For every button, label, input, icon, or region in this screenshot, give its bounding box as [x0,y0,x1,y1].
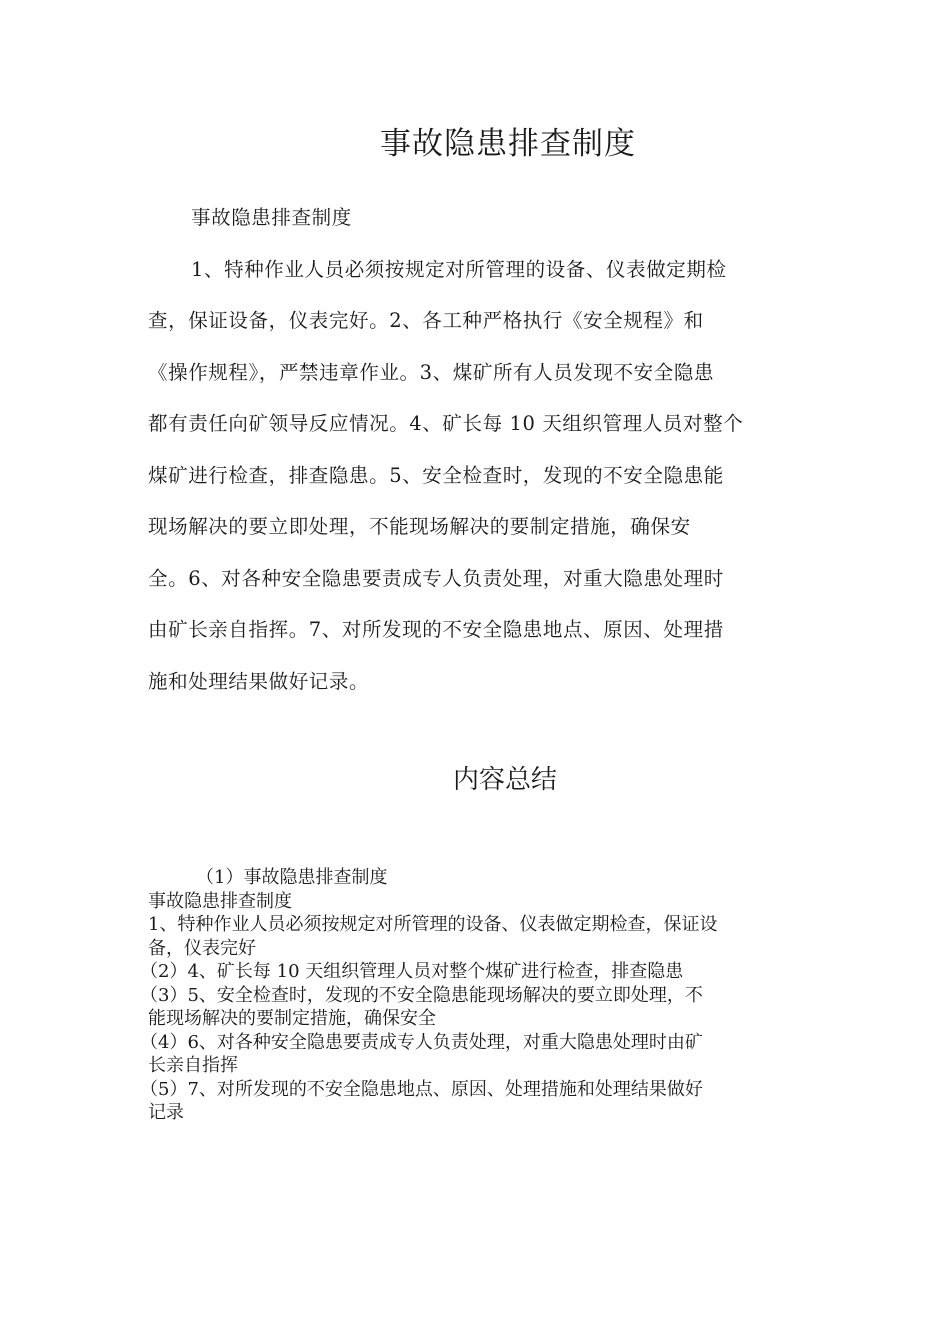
summary-line: 备，仪表完好 [148,937,256,959]
summary-line: 1、特种作业人员必须按规定对所管理的设备、仪表做定期检查，保证设 [148,914,718,935]
body-line: 施和处理结果做好记录。 [148,669,370,693]
document-title: 事故隐患排查制度 [380,126,636,162]
summary-title: 内容总结 [452,765,557,795]
body-line: 都有责任向矿领导反应情况。4、矿长每 10 天组织管理人员对整个 [148,412,744,435]
body-line: 全。6、对各种安全隐患要责成专人负责处理，对重大隐患处理时 [148,566,724,590]
body-line: 煤矿进行检查，排查隐患。5、安全检查时，发现的不安全隐患能 [148,463,724,487]
summary-line: 记录 [148,1102,184,1123]
summary-line: （3）5、安全检查时，发现的不安全隐患能现场解决的要立即处理，不 [140,984,703,1006]
summary-line: （4）6、对各种安全隐患要责成专人负责处理，对重大隐患处理时由矿 [140,1031,703,1053]
summary-line: 事故隐患排查制度 [148,890,292,912]
body-line: 由矿长亲自指挥。7、对所发现的不安全隐患地点、原因、处理措 [148,618,724,641]
body-line: 查，保证设备，仪表完好。2、各工种严格执行《安全规程》和 [148,309,704,332]
body-line: 《操作规程》，严禁违章作业。3、煤矿所有人员发现不安全隐患 [148,360,715,384]
summary-line: （2）4、矿长每 10 天组织管理人员对整个煤矿进行检查，排查隐患 [140,961,684,982]
body-line: 1、特种作业人员必须按规定对所管理的设备、仪表做定期检 [191,257,727,281]
document-body [148,192,798,707]
document-subheading: 事故隐患排查制度 [191,206,352,229]
body-line: 现场解决的要立即处理，不能现场解决的要制定措施，确保安 [148,515,691,538]
summary-line: （1）事故隐患排查制度 [196,867,388,888]
summary-line: （5）7、对所发现的不安全隐患地点、原因、处理措施和处理结果做好 [140,1078,703,1100]
summary-line: 能现场解决的要制定措施，确保安全 [148,1008,436,1029]
summary-line: 长亲自指挥 [148,1055,238,1076]
summary-body [140,866,808,1125]
